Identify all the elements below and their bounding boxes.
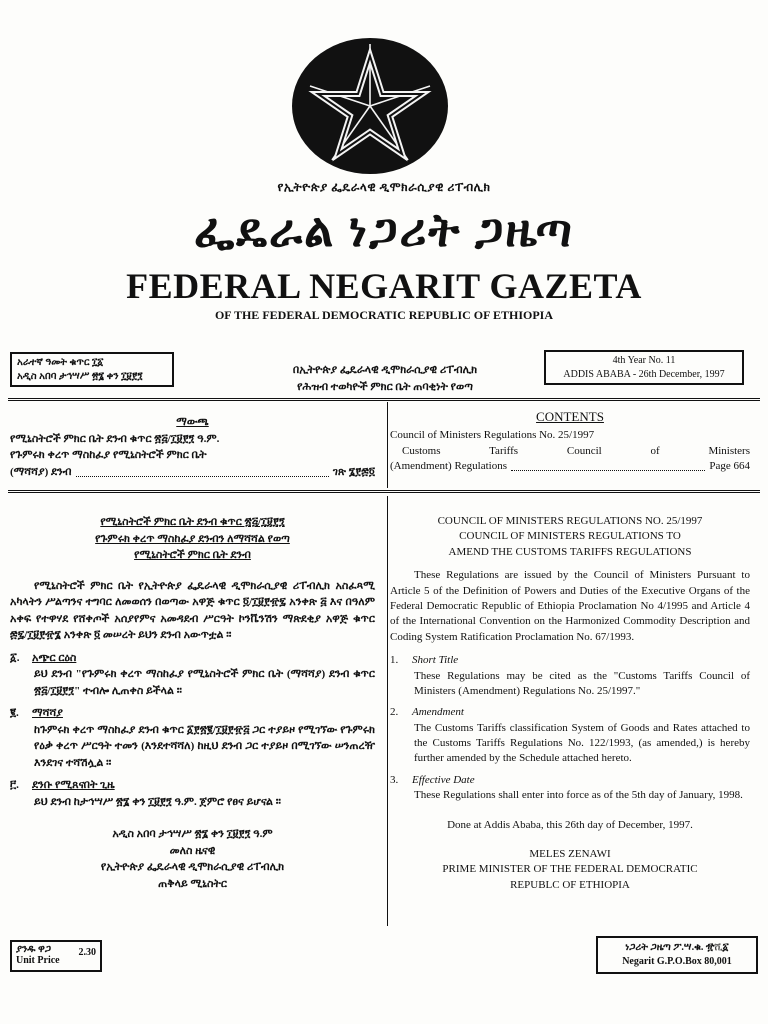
english-body xyxy=(390,514,750,893)
amharic-section-1-number: ፩. xyxy=(10,651,20,664)
amharic-signatory-republic: የኢትዮጵያ ፌዴራላዊ ዲሞክራሲያዊ ሪፐብሊክ xyxy=(100,861,285,873)
english-section-1-text: These Regulations may be cited as the "Customs Tariffs Council of Ministers (Amendment) Regulations No. 25/1997." xyxy=(414,669,750,697)
unit-price-value: 2.30 xyxy=(78,947,96,958)
toc-entry-amharic-row xyxy=(10,464,375,481)
english-signatory-title-1: PRIME MINISTER OF THE FEDERAL DEMOCRATIC xyxy=(442,863,698,876)
issue-box-amharic xyxy=(10,352,174,387)
english-section-3-number: 3. xyxy=(390,773,399,786)
toc-entry-amharic-line1: የሚኒስትሮች ምክር ቤት ደንብ ቁጥር ፳፭/፲፱፻፺ ዓ.ም. xyxy=(10,432,220,445)
english-section-2-number: 2. xyxy=(390,706,399,719)
amharic-heading-1: የሚኒስትሮች ምክር ቤት ደንብ ቁጥር ፳፭/፲፱፻፺ xyxy=(100,516,285,528)
amharic-signatory-title: ጠቅላይ ሚኒስትር xyxy=(158,877,227,890)
ethiopian-emblem-icon xyxy=(290,36,450,176)
amharic-section-1-text: ይህ ደንብ "የጉምሩክ ቀረጥ ማስከፈያ የሚኒስትሮች ምክር ቤት (ማሻሻያ) ደንብ ቁጥር ፳፭/፲፱፻፺" ተብሎ ሊጠቀስ ይችላል ። xyxy=(34,668,375,697)
toc-entry-amharic-line3: (ማሻሻያ) ደንብ xyxy=(10,465,72,478)
amharic-section-3-heading xyxy=(10,777,375,794)
english-section-2-heading xyxy=(390,705,750,720)
english-section-2-text: The Customs Tariffs classification System of Goods and Rates attached to the Customs Tariffs Regulations No. 122/1993, (as amended,) is hereby further amended by the Schedule attached hereto. xyxy=(414,721,750,765)
toc-page-english: Page 664 xyxy=(709,459,750,472)
english-section-1-number: 1. xyxy=(390,654,399,667)
amharic-preamble: የሚኒስትሮች ምክር ቤት የኢትዮጵያ ፌዴራላዊ ዲሞክራሲያዊ ሪፐብሊክ አስፈጻሚ አካላትን ሥልጣንና ተግባር ለመወሰን በወጣው አዋጅ ቁጥር ፬/፲፱፻፹፯ አንቀጽ ፭ እና በዓለም አቀፍ የተዋሃደ የሸቀጦች አሰያየምና አመዳደብ ሥርዓት ኮንቬንሽን ማጽደቂያ አዋጅ ቁጥር ፷፯/፲፱፻፹፮ አንቀጽ ፬ መሠረት ይህን ደንብ አውጥቷል ። xyxy=(10,579,375,641)
amharic-signatory-name: መለስ ዜናዊ xyxy=(169,844,216,857)
issue-number-english: 4th Year No. 11 xyxy=(612,355,676,366)
english-section-3-heading xyxy=(390,773,750,788)
toc-heading-amharic: ማውጫ xyxy=(176,416,209,428)
amharic-section-2-title: ማሻሻያ xyxy=(32,707,63,719)
issue-date-amharic: አዲስ አበባ ታኅሣሥ ፳፮ ቀን ፲፱፻፺ xyxy=(17,370,143,382)
authority-line-2: የሕዝብ ተወካዮች ምክር ቤት ጠባቂነት የወጣ xyxy=(297,380,473,393)
toc-page-amharic: ገጽ ፮፻፷፬ xyxy=(332,465,375,478)
divider-middle xyxy=(8,490,760,493)
toc-heading-english: CONTENTS xyxy=(536,409,604,424)
amharic-section-3-text: ይህ ደንብ ከታኅሣሥ ፳፮ ቀን ፲፱፻፺ ዓ.ም. ጀምሮ የፀና ይሆናል ። xyxy=(34,795,281,808)
toc-entry-english-line2: Customs Tariffs Council of Ministers xyxy=(402,444,750,457)
divider-vertical-body xyxy=(387,496,388,926)
issue-number-amharic: አራተኛ ዓመት ቁጥር ፲፩ xyxy=(17,357,104,368)
amharic-section-2-text: ከጉምሩክ ቀረጥ ማስከፈያ ደንብ ቁጥር ፩፻፳፪/፲፱፻፹፭ ጋር ተያይዞ የሚገኘው የጉምሩክ የዕቃ ቀረጥ ሥርዓት ተመን (እንደተሻሻለ) ከዚህ ደንብ ጋር ተያይዞ በሚገኘው ሠንጠረዥ እንደገና ተሻሽሏል ። xyxy=(34,723,375,769)
issue-box-english xyxy=(544,350,744,385)
unit-price-box xyxy=(10,940,102,972)
english-signatory-title-2: REPUBLC OF ETHIOPIA xyxy=(510,878,630,891)
amharic-section-2-number: ፪. xyxy=(10,707,19,719)
toc-entry-english-line1: Council of Ministers Regulations No. 25/1997 xyxy=(390,429,595,442)
amharic-body xyxy=(10,514,375,892)
toc-entry-english-row xyxy=(390,459,750,474)
issuing-authority-amharic xyxy=(240,362,530,395)
unit-price-label-amharic: ያንዱ ዋጋ xyxy=(16,944,51,955)
amharic-section-3-number: ፫. xyxy=(10,779,19,791)
english-heading-1: COUNCIL OF MINISTERS REGULATIONS NO. 25/1997 xyxy=(437,515,703,527)
english-heading-3: AMEND THE CUSTOMS TARIFFS REGULATIONS xyxy=(448,545,692,558)
toc-leader-dots xyxy=(76,464,329,478)
po-box-english: Negarit G.P.O.Box 80,001 xyxy=(622,956,732,967)
gazette-title-english: FEDERAL NEGARIT GAZETA xyxy=(126,266,642,306)
toc-english xyxy=(390,408,750,474)
po-box-info xyxy=(596,936,758,974)
republic-name-amharic: የኢትዮጵያ ፌዴራላዊ ዲሞክራሲያዊ ሪፐብሊክ xyxy=(277,180,491,194)
amharic-section-3-title: ደንቡ የሚጸናበት ጊዜ xyxy=(32,779,115,791)
divider-vertical-toc xyxy=(387,402,388,488)
toc-entry-amharic-line2: የጉምሩክ ቀረጥ ማስከፈያ የሚኒስትሮች ምክር ቤት xyxy=(10,449,207,461)
gazette-subtitle-english: OF THE FEDERAL DEMOCRATIC REPUBLIC OF ETHIOPIA xyxy=(214,308,554,322)
gazette-title-amharic: ፌዴራል ነጋሪት ጋዜጣ xyxy=(194,205,574,256)
po-box-amharic: ነጋሪት ጋዜጣ ፖ.ሣ.ቁ. ፹ሺ፩ xyxy=(625,942,729,953)
amharic-heading-3: የሚኒስትሮች ምክር ቤት ደንብ xyxy=(134,549,251,561)
english-section-3-text: These Regulations shall enter into force as of the 5th day of January, 1998. xyxy=(414,789,743,802)
english-done-text: Done at Addis Ababa, this 26th day of December, 1997. xyxy=(447,818,693,831)
english-preamble: These Regulations are issued by the Council of Ministers Pursuant to Article 5 of the Definition of Powers and Duties of the Executive Organs of the Federal Democratic Republic of Ethiopia Proclamation No 4/1995 and Article 4 of the International Convention on the Harmonized Commodity Description and Coding System Ratification Proclamation No. 67/1993. xyxy=(390,569,750,643)
amharic-heading-2: የጉምሩክ ቀረጥ ማስከፈያ ደንብን ለማሻሻል የወጣ xyxy=(95,532,290,545)
divider-top xyxy=(8,398,760,401)
english-section-3-title: Effective Date xyxy=(412,773,475,786)
amharic-section-1-heading xyxy=(10,650,375,667)
english-section-1-heading xyxy=(390,653,750,668)
english-section-2-title: Amendment xyxy=(412,706,464,719)
english-signatory-name: MELES ZENAWI xyxy=(529,848,611,861)
toc-entry-english-line3: (Amendment) Regulations xyxy=(390,459,508,472)
amharic-done-line-1: አዲስ አበባ ታኅሣሥ ፳፮ ቀን ፲፱፻፺ ዓ.ም xyxy=(112,828,273,840)
amharic-section-1-title: አጭር ርዕስ xyxy=(32,651,77,664)
english-section-1-title: Short Title xyxy=(412,654,459,667)
amharic-section-2-heading xyxy=(10,705,375,722)
issue-date-english: ADDIS ABABA - 26th December, 1997 xyxy=(563,368,725,380)
authority-line-1: በኢትዮጵያ ፌዴራላዊ ዲሞክራሲያዊ ሪፐብሊክ xyxy=(292,364,478,376)
unit-price-label-english: Unit Price xyxy=(16,955,60,966)
toc-leader-dots-english xyxy=(511,459,705,471)
toc-amharic xyxy=(10,414,375,480)
english-heading-2: COUNCIL OF MINISTERS REGULATIONS TO xyxy=(459,530,681,543)
